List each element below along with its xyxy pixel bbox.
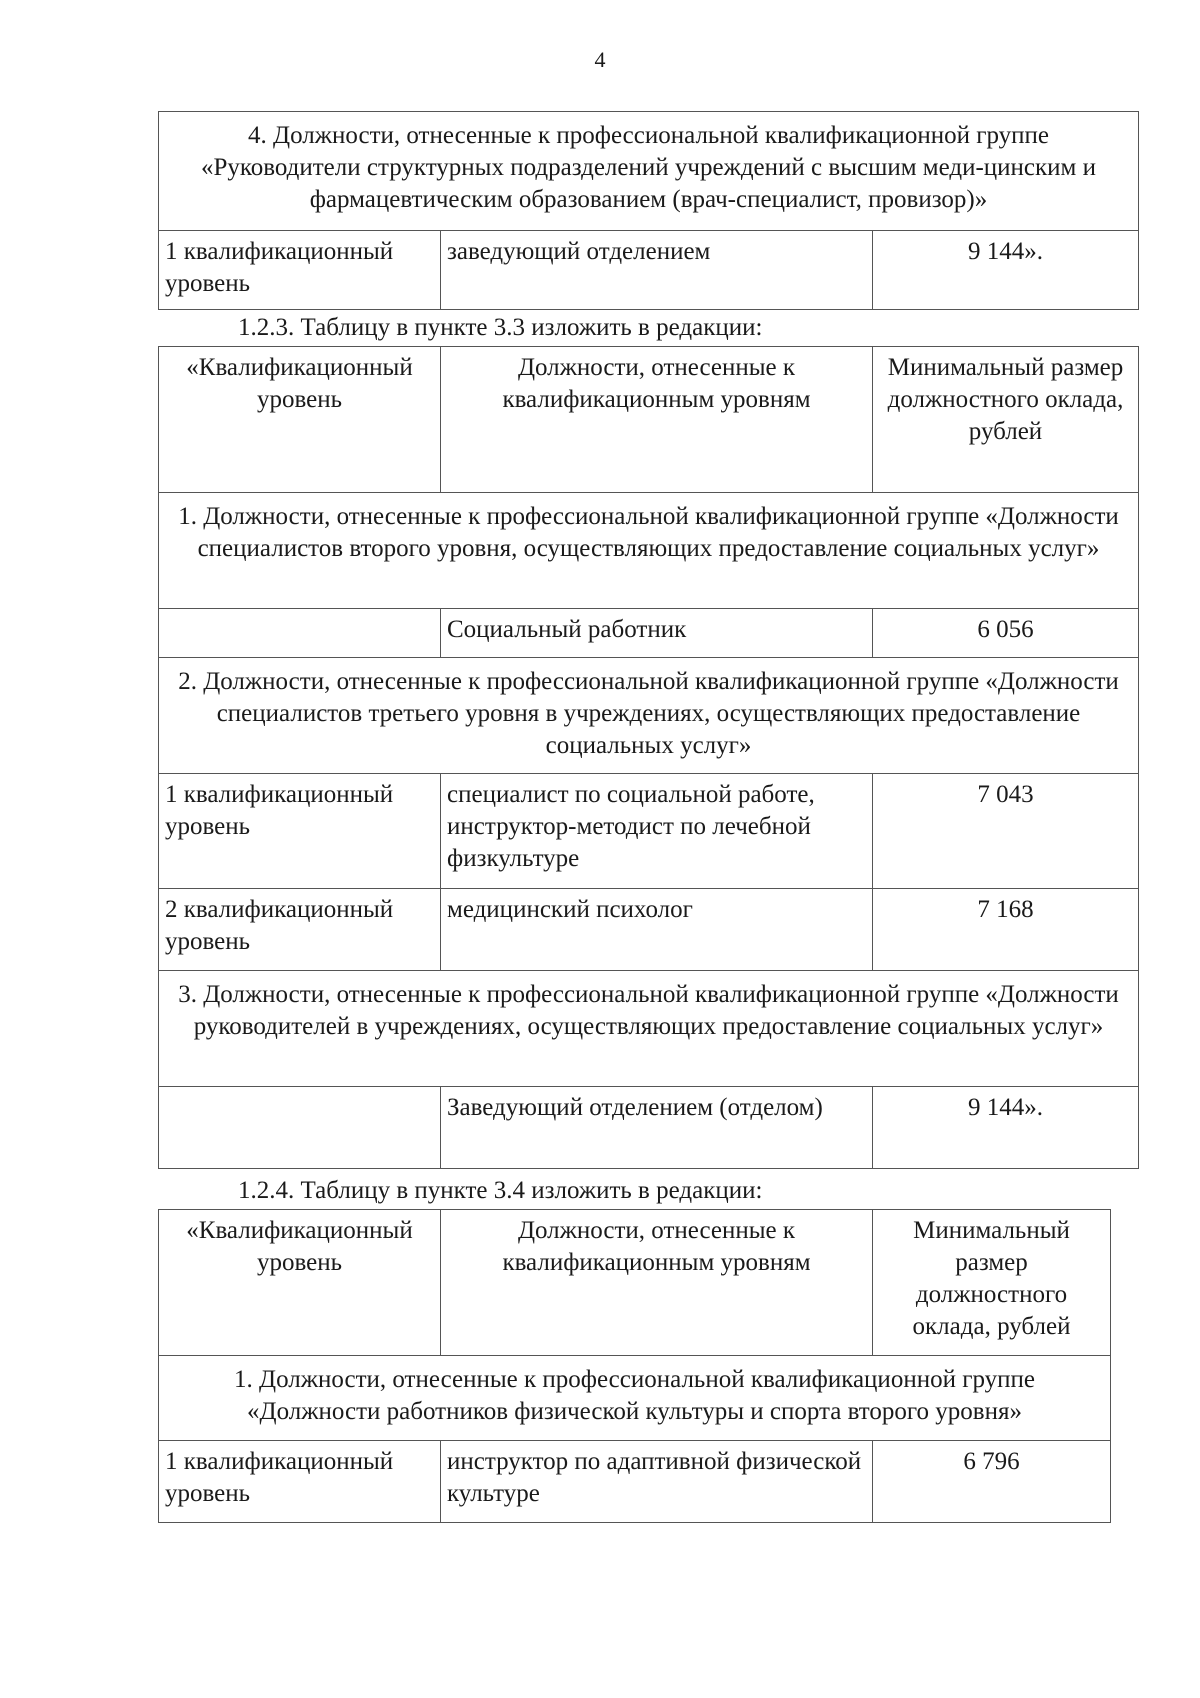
level-cell: 1 квалификационный уровень (159, 1441, 441, 1523)
amount-cell: 9 144». (873, 1087, 1139, 1169)
table-row (159, 889, 1139, 971)
group-heading: 4. Должности, отнесенные к профессиональной квалификационной группе «Руководители структурных подразделений учреждений с высшим меди-цинским и фармацевтическим образованием (врач-специалист, провизор)» (159, 112, 1139, 231)
position-cell: Заведующий отделением (отделом) (441, 1087, 873, 1169)
header-amount: Минимальный размер должностного оклада, рублей (873, 347, 1139, 493)
position-cell: специалист по социальной работе, инструктор-методист по лечебной физкультуре (441, 774, 873, 889)
table-positions-social (158, 346, 1139, 1169)
header-row (159, 347, 1139, 493)
level-cell: 1 квалификационный уровень (159, 774, 441, 889)
level-cell (159, 609, 441, 658)
group-heading-row (159, 1356, 1111, 1441)
amount-cell: 6 796 (873, 1441, 1111, 1523)
header-position: Должности, отнесенные к квалификационным уровням (441, 347, 873, 493)
group-heading-row (159, 971, 1139, 1087)
position-cell: заведующий отделением (441, 231, 873, 310)
group-heading-row (159, 493, 1139, 609)
paragraph-1-2-4: 1.2.4. Таблицу в пункте 3.4 изложить в редакции: (238, 1177, 763, 1204)
table-row (159, 231, 1139, 310)
amount-cell: 7 168 (873, 889, 1139, 971)
position-cell: инструктор по адаптивной физической культуре (441, 1441, 873, 1523)
amount-cell: 9 144». (873, 231, 1139, 310)
level-cell: 1 квалификационный уровень (159, 231, 441, 310)
table-row (159, 1441, 1111, 1523)
table-row (159, 774, 1139, 889)
amount-cell: 7 043 (873, 774, 1139, 889)
position-cell: Социальный работник (441, 609, 873, 658)
group-heading-row (159, 658, 1139, 774)
group-heading-row (159, 112, 1139, 231)
header-level: «Квалификационный уровень (159, 1210, 441, 1356)
table-row (159, 609, 1139, 658)
page-number: 4 (594, 47, 606, 72)
header-row (159, 1210, 1111, 1356)
level-cell: 2 квалификационный уровень (159, 889, 441, 971)
paragraph-1-2-3: 1.2.3. Таблицу в пункте 3.3 изложить в редакции: (238, 314, 763, 341)
level-cell (159, 1087, 441, 1169)
table-positions-medical (158, 111, 1139, 310)
header-level: «Квалификационный уровень (159, 347, 441, 493)
header-position: Должности, отнесенные к квалификационным уровням (441, 1210, 873, 1356)
amount-cell: 6 056 (873, 609, 1139, 658)
header-amount: Минимальный размер должностного оклада, рублей (873, 1210, 1111, 1356)
group-heading: 1. Должности, отнесенные к профессиональной квалификационной группе «Должности работников физической культуры и спорта второго уровня» (159, 1356, 1111, 1441)
table-row (159, 1087, 1139, 1169)
group-heading: 3. Должности, отнесенные к профессиональной квалификационной группе «Должности руководителей в учреждениях, осуществляющих предоставление социальных услуг» (159, 971, 1139, 1087)
table-positions-sport (158, 1209, 1111, 1523)
group-heading: 2. Должности, отнесенные к профессиональной квалификационной группе «Должности специалистов третьего уровня в учреждениях, осуществляющих предоставление социальных услуг» (159, 658, 1139, 774)
group-heading: 1. Должности, отнесенные к профессиональной квалификационной группе «Должности специалистов второго уровня, осуществляющих предоставление социальных услуг» (159, 493, 1139, 609)
position-cell: медицинский психолог (441, 889, 873, 971)
